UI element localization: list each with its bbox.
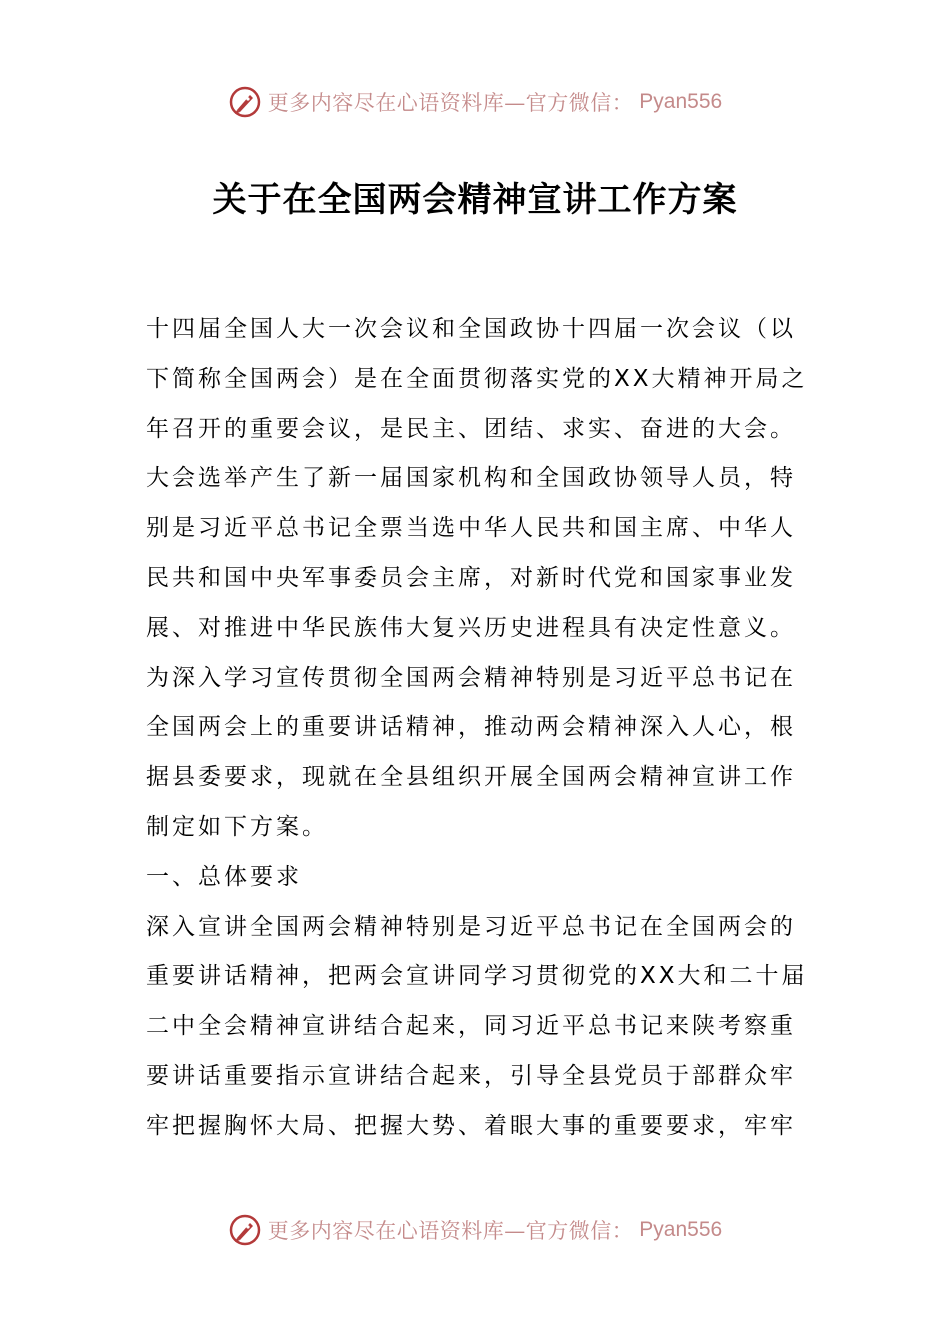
- body-line: 下简称全国两会）是在全面贯彻落实党的XX大精神开局之: [146, 365, 808, 392]
- footer-banner-text: 更多内容尽在心语资料库—官方微信：: [267, 1219, 634, 1243]
- body-line: 重要讲话精神，把两会宣讲同学习贯彻党的XX大和二十届: [146, 963, 808, 990]
- body-line: 别是习近平总书记全票当选中华人民共和国主席、中华人: [146, 515, 796, 542]
- body-line: 二中全会精神宣讲结合起来，同习近平总书记来陕考察重: [146, 1013, 796, 1040]
- header-banner: [0, 82, 950, 122]
- body-line: 年召开的重要会议，是民主、团结、求实、奋进的大会。: [146, 415, 796, 442]
- body-line: 全国两会上的重要讲话精神，推动两会精神深入人心，根: [146, 714, 796, 741]
- body-line: 要讲话重要指示宣讲结合起来，引导全县党员于部群众牢: [146, 1062, 796, 1089]
- body-line: 展、对推进中华民族伟大复兴历史进程具有决定性意义。: [146, 614, 796, 641]
- body-line: 制定如下方案。: [146, 813, 328, 840]
- body-line: 大会选举产生了新一届国家机构和全国政协领导人员，特: [146, 465, 796, 492]
- body-line: 据县委要求，现就在全县组织开展全国两会精神宣讲工作: [146, 764, 796, 791]
- pen-nib-logo-icon: [228, 1213, 262, 1247]
- pen-nib-logo-icon: [228, 85, 262, 119]
- document-title: 关于在全国两会精神宣讲工作方案: [212, 180, 738, 220]
- body-line: 民共和国中央军事委员会主席，对新时代党和国家事业发: [146, 564, 796, 591]
- section-heading: 一、总体要求: [146, 863, 302, 890]
- body-line: 牢把握胸怀大局、把握大势、着眼大事的重要要求，牢牢: [146, 1112, 796, 1139]
- footer-banner: [0, 1210, 950, 1250]
- footer-wechat-id: Pyan556: [639, 1218, 723, 1241]
- document-body: [146, 305, 810, 1152]
- header-banner-text: 更多内容尽在心语资料库—官方微信：: [267, 91, 634, 115]
- body-line: 十四届全国人大一次会议和全国政协十四届一次会议（以: [146, 316, 796, 342]
- body-line: 深入宣讲全国两会精神特别是习近平总书记在全国两会的: [146, 913, 796, 940]
- header-wechat-id: Pyan556: [639, 90, 723, 113]
- body-line: 为深入学习宣传贯彻全国两会精神特别是习近平总书记在: [146, 664, 796, 691]
